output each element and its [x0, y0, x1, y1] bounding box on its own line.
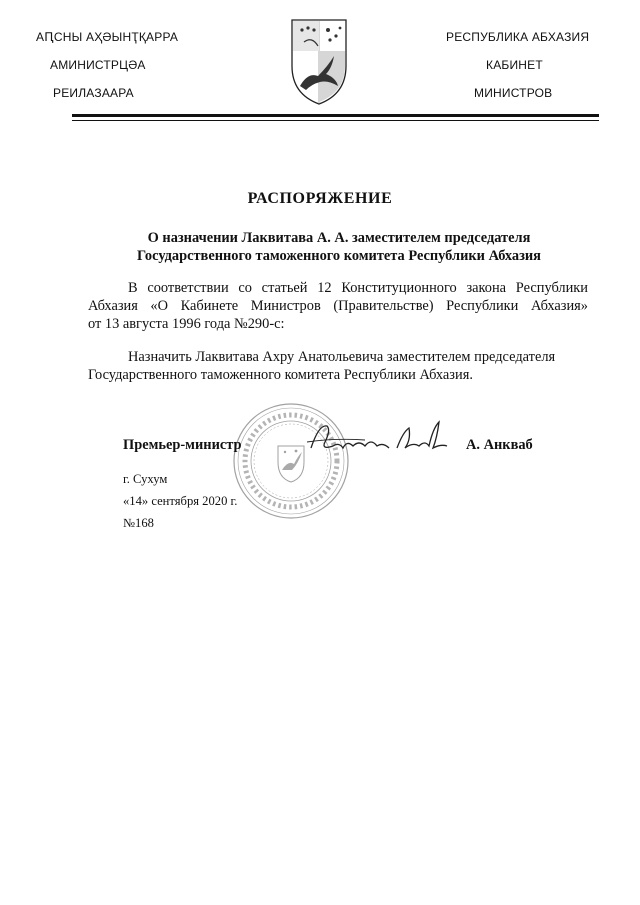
header-right-line-2: КАБИНЕТ: [486, 58, 543, 72]
header-divider-thin: [72, 120, 599, 121]
signatory-name: А. Анкваб: [466, 437, 533, 453]
coat-of-arms-emblem: [288, 16, 350, 106]
header-divider-thick: [72, 114, 599, 117]
paragraph-appointment: [88, 348, 588, 384]
paragraph-appointment-line-2: Государственного таможенного комитета Республики Абхазия.: [88, 367, 473, 383]
document-number: №168: [123, 516, 154, 530]
header-right-line-3: МИНИСТРОВ: [474, 86, 553, 100]
paragraph-basis-line-1: В соответствии со статьей 12 Конституционного закона Республики: [128, 280, 588, 296]
paragraph-basis-line-3: от 13 августа 1996 года №290-с:: [88, 316, 285, 332]
handwritten-signature: [305, 418, 455, 458]
document-date: «14» сентября 2020 г.: [123, 494, 238, 508]
paragraph-basis: [88, 279, 588, 333]
document-subject-line-1: О назначении Лаквитава А. А. заместителем председателя: [147, 230, 531, 246]
header-left-line-2: АМИНИСТРЦӘА: [50, 58, 146, 72]
document-title: РАСПОРЯЖЕНИЕ: [247, 190, 393, 207]
header-left-line-3: РЕИЛАЗААРА: [53, 86, 134, 100]
document-subject-line-2: Государственного таможенного комитета Республики Абхазия: [137, 248, 541, 264]
signatory-position: Премьер-министр: [123, 437, 242, 453]
paragraph-basis-line-2: Абхазия «О Кабинете Министров (Правительстве) Республики Абхазия»: [88, 298, 588, 314]
header-left-line-1: АԤСНЫ АҲӘЫНҬҚАРРА: [36, 30, 179, 44]
document-place: г. Сухум: [123, 472, 168, 486]
paragraph-appointment-line-1: Назначить Лаквитава Ахру Анатольевича заместителем председателя: [128, 349, 556, 365]
header-right-line-1: РЕСПУБЛИКА АБХАЗИЯ: [446, 30, 590, 44]
